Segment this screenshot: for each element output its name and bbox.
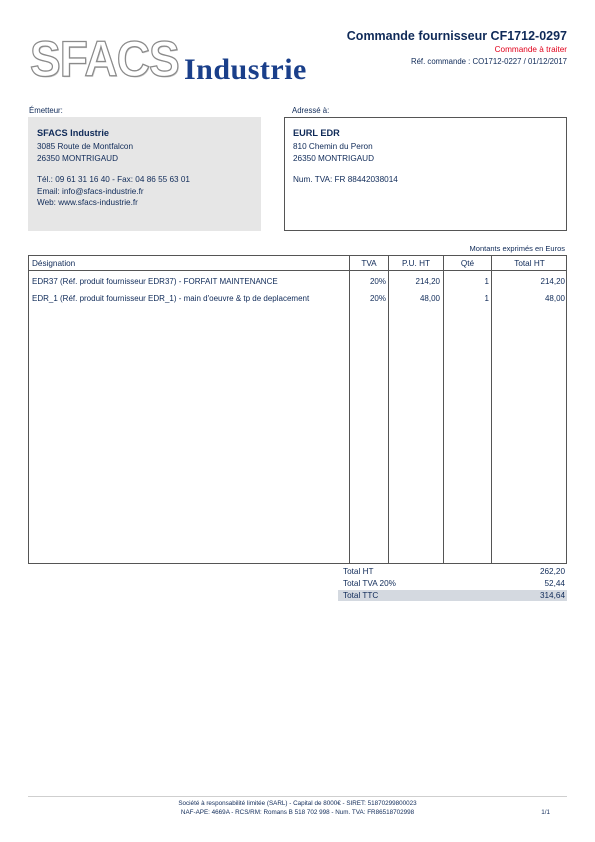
recipient-address-line1: 810 Chemin du Peron [293, 142, 373, 152]
table-header-divider [29, 270, 566, 271]
sender-name: SFACS Industrie [37, 128, 109, 138]
recipient-name: EURL EDR [293, 128, 340, 138]
total-ttc-row [338, 590, 567, 602]
recipient-block [284, 117, 567, 231]
sender-block [28, 117, 261, 231]
total-ttc-label: Total TTC [343, 590, 379, 600]
logo-suffix-text: Industrie [184, 53, 307, 86]
sender-address-line1: 3085 Route de Montfalcon [37, 142, 134, 152]
sender-email: Email: info@sfacs-industrie.fr [37, 186, 144, 196]
sender-label: Émetteur: [29, 106, 63, 115]
order-lines-table [28, 255, 567, 564]
row-unit-price: 48,00 [419, 294, 440, 303]
total-tva-label: Total TVA 20% [343, 578, 396, 588]
row-quantity: 1 [484, 294, 489, 303]
footer-legal-line1: Société à responsabilité limitée (SARL) - Capital de 8000€ - SIRET: 51870299800023 [178, 800, 417, 807]
page-number: 1/1 [541, 809, 550, 816]
row-designation: EDR37 (Réf. produit fournisseur EDR37) - FORFAIT MAINTENANCE [32, 277, 278, 286]
row-quantity: 1 [484, 277, 489, 286]
header-quantity: Qté [460, 259, 475, 268]
row-designation: EDR_1 (Réf. produit fournisseur EDR_1) - main d'oeuvre & tp de deplacement [32, 294, 310, 303]
total-ttc-value: 314,64 [539, 590, 565, 600]
footer-legal-line2: NAF-APE: 4669A - RCS/RM: Romans B 518 702 998 - Num. TVA: FR86518702998 [180, 809, 415, 816]
total-tva-value: 52,44 [544, 578, 565, 588]
recipient-address-line2: 26350 MONTRIGAUD [293, 153, 374, 163]
row-tva: 20% [369, 294, 386, 303]
header-total-ht: Total HT [514, 259, 545, 268]
total-ht-label: Total HT [343, 567, 374, 576]
order-status: Commande à traiter [494, 45, 567, 54]
header-tva: TVA [361, 259, 377, 268]
total-tva-row [338, 578, 567, 590]
totals-block [338, 566, 567, 601]
recipient-vat-number: Num. TVA: FR 88442038014 [293, 175, 398, 185]
row-total-ht: 214,20 [540, 277, 565, 286]
logo-brand-text: SFACS [30, 31, 179, 87]
row-unit-price: 214,20 [415, 277, 440, 286]
order-reference: Réf. commande : CO1712-0227 / 01/12/2017 [410, 57, 567, 66]
total-ht-value: 262,20 [539, 567, 565, 576]
recipient-label: Adressé à: [292, 106, 330, 115]
footer-divider [28, 796, 567, 797]
sender-address-line2: 26350 MONTRIGAUD [37, 153, 118, 163]
header-unit-price: P.U. HT [401, 259, 431, 268]
row-tva: 20% [369, 277, 386, 286]
document-title: Commande fournisseur CF1712-0297 [346, 29, 567, 43]
sender-website: Web: www.sfacs-industrie.fr [37, 198, 138, 208]
total-ht-row [338, 566, 567, 578]
row-total-ht: 48,00 [544, 294, 565, 303]
header-designation: Désignation [32, 259, 76, 268]
company-logo [30, 31, 320, 87]
currency-note: Montants exprimés en Euros [469, 244, 565, 253]
sender-phone-fax: Tél.: 09 61 31 16 40 - Fax: 04 86 55 63 01 [37, 175, 190, 185]
